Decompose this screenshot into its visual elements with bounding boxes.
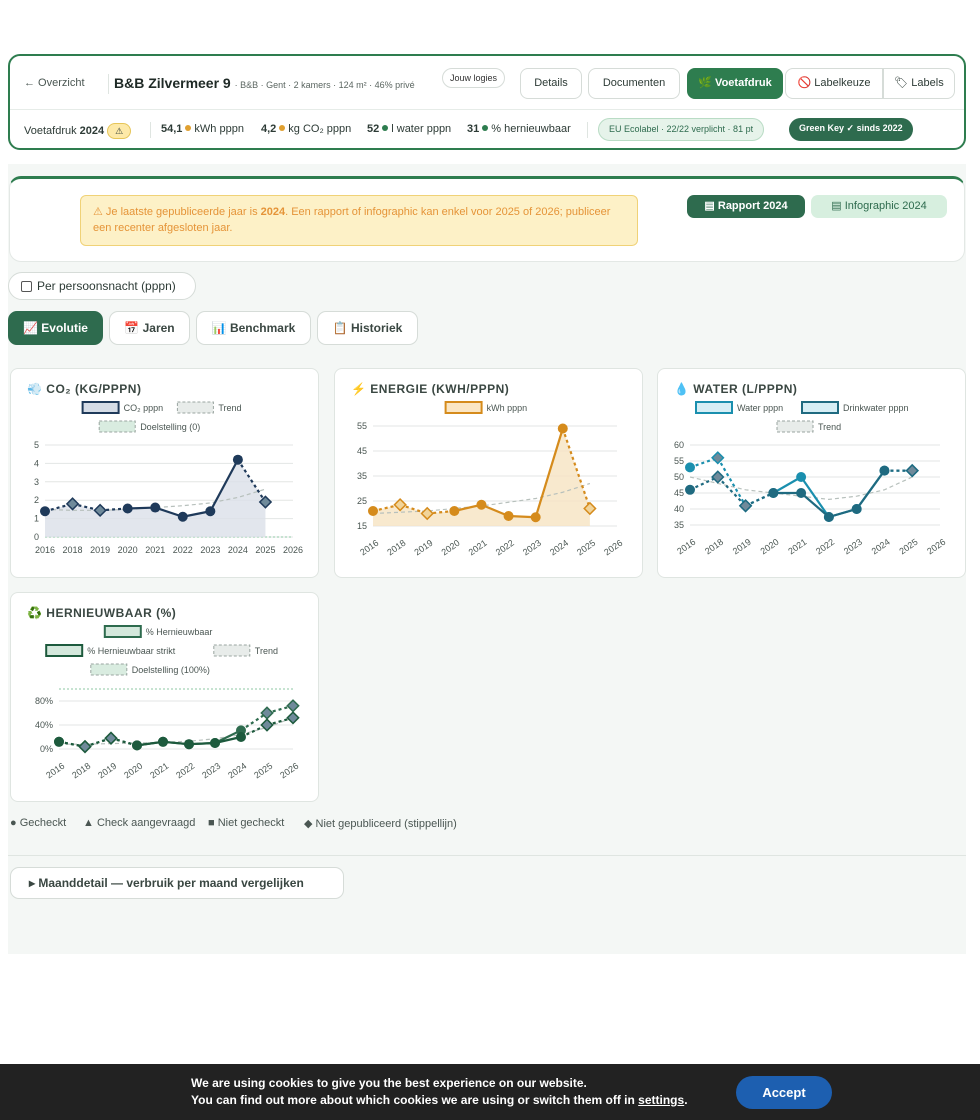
y-tick-label: 3 [33, 476, 39, 487]
legend-swatch [46, 645, 82, 656]
x-tick-label: 2021 [148, 760, 171, 781]
y-tick-label: 25 [356, 496, 367, 506]
data-point [531, 512, 541, 522]
y-tick-label: 40 [673, 504, 684, 514]
legend-label: Trend [254, 646, 278, 656]
renewable-chart-card [10, 592, 319, 802]
data-point [504, 511, 514, 521]
chart-svg [11, 593, 320, 803]
marker-legend [8, 817, 966, 835]
renewable-chart-title: ♻️ HERNIEUWBAAR (%) [27, 606, 177, 620]
y-tick-label: 5 [33, 440, 39, 450]
chart-svg [658, 369, 967, 579]
chart-svg [11, 369, 320, 579]
y-tick-label: 80% [34, 696, 53, 706]
data-point [184, 739, 194, 749]
stat-water [367, 123, 451, 135]
stat-water-value: 52 [367, 123, 380, 135]
data-point [178, 512, 188, 522]
data-point [54, 737, 64, 747]
data-point-unpublished [287, 700, 298, 711]
y-tick-label: 45 [356, 446, 367, 456]
footprint-year: 2024 [79, 124, 105, 137]
stat-kwh [161, 123, 244, 135]
stat-co2-value: 4,2 [261, 123, 277, 135]
legend-label: % Hernieuwbaar strikt [87, 646, 176, 656]
legend-swatch [177, 402, 213, 413]
legend-label: Drinkwater pppn [843, 403, 909, 413]
footprint-panel [8, 164, 966, 954]
x-tick-label: 2024 [226, 760, 249, 781]
y-tick-label: 1 [33, 513, 39, 524]
energy-chart-title: ⚡ ENERGIE (KWH/PPPN) [351, 382, 510, 396]
tab-labels[interactable]: 🏷 Labels [883, 68, 955, 99]
data-point [768, 488, 778, 498]
stat-kwh-unit: kWh pppn [194, 123, 244, 135]
data-point [796, 472, 806, 482]
legend-label: Water pppn [737, 403, 784, 413]
data-point-unpublished [712, 452, 723, 463]
warning-text-prefix: ⚠ Je laatste gepubliceerde jaar is [93, 206, 261, 218]
x-tick-label: 2026 [278, 760, 301, 781]
x-tick-label: 2020 [439, 537, 462, 558]
legend-checked: ● Gecheckt [10, 817, 67, 829]
x-tick-label: 2021 [466, 537, 489, 558]
tab-historiek[interactable]: 📋 Historiek [317, 311, 418, 345]
legend-swatch [83, 402, 119, 413]
tab-benchmark[interactable]: 📊 Benchmark [196, 311, 311, 345]
data-point-unpublished [712, 471, 723, 482]
x-tick-label: 2021 [786, 536, 809, 557]
divider [150, 122, 151, 138]
cookie-end: . [684, 1093, 688, 1107]
data-point [796, 488, 806, 498]
per-night-toggle[interactable] [8, 272, 196, 300]
data-point [132, 740, 142, 750]
greenkey-badge[interactable]: Green Key ✓ sinds 2022 [789, 118, 913, 141]
property-title [114, 75, 415, 91]
x-tick-label: 2023 [841, 536, 865, 557]
co2-chart-card [10, 368, 319, 578]
property-subtitle: · B&B · Gent · 2 kamers · 124 m² · 46% privé [234, 80, 415, 90]
cookie-line2: You can find out more about which cookies we are using or switch them off in [191, 1093, 639, 1107]
data-point [158, 737, 168, 747]
x-tick-label: 2020 [117, 545, 138, 555]
report-card [9, 176, 965, 262]
water-chart-card [657, 368, 966, 578]
x-tick-label: 2016 [34, 545, 56, 555]
data-point-unpublished [740, 500, 751, 511]
stat-co2-unit: kg CO₂ pppn [288, 123, 352, 135]
legend-label: Trend [818, 422, 842, 432]
orange-dot-icon [279, 125, 285, 131]
water-chart-title: 💧 WATER (L/PPPN) [674, 382, 798, 396]
x-tick-label: 2025 [575, 537, 598, 558]
y-tick-label: 45 [673, 488, 684, 498]
legend-label: % Hernieuwbaar [145, 627, 213, 637]
footprint-summary [10, 110, 964, 150]
orange-dot-icon [185, 125, 191, 131]
x-tick-label: 2016 [358, 537, 381, 558]
back-link[interactable]: ← Overzicht [24, 77, 85, 89]
month-detail-toggle[interactable]: ▸ Maanddetail — verbruik per maand vergelijken [10, 867, 344, 899]
series-segment [718, 477, 746, 506]
stat-kwh-value: 54,1 [161, 123, 183, 135]
data-point [449, 506, 459, 516]
data-point-unpublished [287, 712, 298, 723]
tab-voetafdruk[interactable]: 🌿 Voetafdruk [687, 68, 783, 99]
x-tick-label: 2018 [385, 537, 408, 558]
x-tick-label: 2022 [493, 537, 516, 558]
data-point [368, 506, 378, 516]
y-tick-label: 60 [673, 440, 684, 450]
x-tick-label: 2025 [255, 545, 276, 555]
legend-unpublished: ◆ Niet gepubliceerd (stippellijn) [304, 818, 457, 830]
energy-chart-card [334, 368, 643, 578]
trend-line [59, 718, 293, 744]
y-tick-label: 2 [33, 495, 39, 506]
divider [587, 122, 588, 138]
data-point [824, 512, 834, 522]
data-point-unpublished [79, 741, 90, 752]
legend-swatch [802, 402, 838, 413]
tab-evolutie[interactable]: 📈 Evolutie [8, 311, 103, 345]
tab-details[interactable]: Details [520, 68, 582, 99]
stat-renewable-unit: % hernieuwbaar [491, 123, 571, 135]
data-point-unpublished [105, 733, 116, 744]
data-point [210, 738, 220, 748]
cookie-line1: We are using cookies to give you the best experience on our website. [191, 1076, 587, 1090]
x-tick-label: 2016 [44, 760, 67, 781]
x-tick-label: 2023 [200, 545, 221, 555]
warning-text-rest: . Een rapport of infographic kan enkel voor 2025 of 2026; publiceer een recenter afgesloten jaar. [93, 206, 611, 234]
legend-label: kWh pppn [486, 403, 528, 413]
data-point [852, 504, 862, 514]
legend-label: Doelstelling (0) [140, 422, 201, 432]
footprint-label [24, 123, 131, 139]
warning-year: 2024 [260, 206, 286, 218]
y-tick-label: 0 [33, 532, 39, 542]
x-tick-label: 2024 [547, 537, 571, 558]
data-point [879, 466, 889, 476]
data-point [150, 503, 160, 513]
property-name: B&B Zilvermeer 9 [114, 75, 231, 91]
legend-swatch [446, 402, 482, 413]
legend-unchecked: ■ Niet gecheckt [208, 817, 285, 829]
series-segment [857, 471, 885, 509]
footprint-label-text: Voetafdruk [24, 124, 77, 137]
legend-swatch [105, 626, 141, 637]
warning-icon: ⚠ [107, 123, 131, 139]
header-top-row [10, 56, 964, 110]
x-tick-label: 2020 [122, 760, 145, 781]
legend-label: Trend [218, 403, 242, 413]
divider [8, 855, 966, 856]
cookie-settings-link[interactable]: settings [638, 1093, 685, 1107]
data-point [205, 506, 215, 516]
data-point [558, 424, 568, 434]
x-tick-label: 2019 [96, 760, 119, 781]
ecolabel-badge[interactable]: EU Ecolabel · 22/22 verplicht · 81 pt [598, 118, 764, 141]
x-tick-label: 2018 [62, 545, 83, 555]
x-tick-label: 2022 [814, 536, 837, 557]
legend-label: Doelstelling (100%) [131, 665, 210, 675]
legend-swatch [696, 402, 732, 413]
y-tick-label: 0% [39, 744, 53, 754]
jouw-logies-badge[interactable]: Jouw logies [442, 68, 505, 88]
stat-renewable [467, 123, 571, 135]
x-tick-label: 2016 [675, 536, 698, 557]
data-point [685, 485, 695, 495]
x-tick-label: 2025 [252, 760, 275, 781]
x-tick-label: 2019 [412, 537, 435, 558]
x-tick-label: 2019 [90, 545, 111, 555]
property-header [8, 54, 966, 150]
x-tick-label: 2023 [520, 537, 544, 558]
stat-renewable-value: 31 [467, 123, 480, 135]
data-point [236, 732, 246, 742]
legend-label: CO₂ pppn [123, 403, 164, 413]
y-tick-label: 35 [673, 520, 684, 530]
data-point [476, 500, 486, 510]
y-tick-label: 55 [356, 421, 367, 431]
x-tick-label: 2018 [702, 536, 726, 557]
tab-labelkeuze[interactable]: 🚫 Labelkeuze [785, 68, 883, 99]
rapport-button[interactable]: ▤ Rapport 2024 [687, 195, 805, 218]
accept-cookies-button[interactable]: Accept [736, 1076, 832, 1109]
x-tick-label: 2022 [172, 545, 193, 555]
x-tick-label: 2021 [145, 545, 166, 555]
legend-swatch [777, 421, 813, 432]
divider [108, 74, 109, 94]
x-tick-label: 2026 [282, 545, 304, 555]
legend-swatch [214, 645, 250, 656]
green-dot-icon [482, 125, 488, 131]
tab-jaren[interactable]: 📅 Jaren [109, 311, 190, 345]
x-tick-label: 2022 [174, 760, 197, 781]
x-tick-label: 2025 [897, 536, 920, 557]
data-point [685, 462, 695, 472]
stat-co2 [261, 123, 351, 135]
y-tick-label: 15 [356, 521, 367, 531]
cookie-banner [0, 1064, 980, 1120]
legend-swatch [91, 664, 127, 675]
x-tick-label: 2023 [200, 760, 223, 781]
y-tick-label: 55 [673, 456, 684, 466]
chart-svg [335, 369, 644, 579]
cookie-text [191, 1075, 688, 1109]
infographic-button[interactable]: ▤ Infographic 2024 [811, 195, 947, 218]
y-tick-label: 4 [33, 458, 39, 469]
data-point-unpublished [907, 465, 918, 476]
report-warning [80, 195, 638, 246]
x-tick-label: 2026 [925, 536, 948, 557]
data-point [233, 455, 243, 465]
x-tick-label: 2024 [869, 536, 892, 557]
per-night-label: Per persoonsnacht (pppn) [37, 279, 176, 293]
per-night-checkbox[interactable] [21, 281, 32, 292]
x-tick-label: 2024 [227, 545, 248, 555]
legend-requested: ▲ Check aangevraagd [83, 817, 196, 829]
x-tick-label: 2018 [70, 760, 93, 781]
green-dot-icon [382, 125, 388, 131]
tab-documenten[interactable]: Documenten [588, 68, 680, 99]
stat-water-unit: l water pppn [391, 123, 452, 135]
data-point [40, 506, 50, 516]
x-tick-label: 2020 [758, 536, 781, 557]
y-tick-label: 50 [673, 472, 684, 482]
legend-swatch [99, 421, 135, 432]
y-tick-label: 35 [356, 471, 367, 481]
data-point [123, 503, 133, 513]
y-tick-label: 40% [34, 720, 53, 730]
x-tick-label: 2019 [730, 536, 753, 557]
x-tick-label: 2026 [602, 537, 625, 558]
co2-chart-title: 💨 CO₂ (KG/PPPN) [27, 382, 142, 396]
